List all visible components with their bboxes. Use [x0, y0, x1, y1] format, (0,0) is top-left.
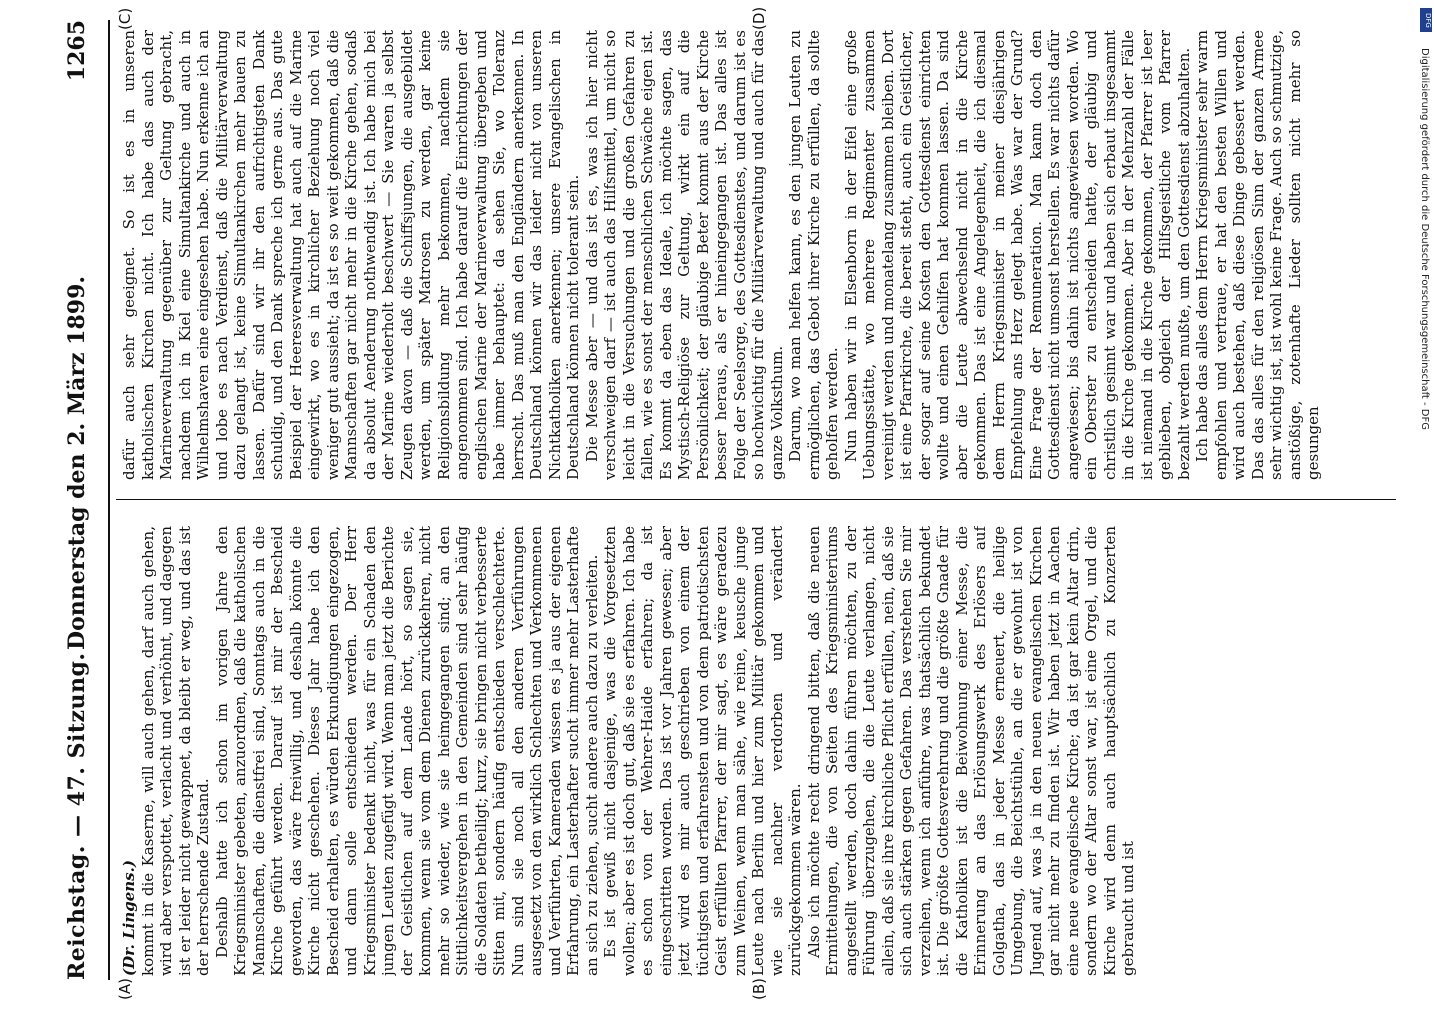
- header-date: Donnerstag den 2. März 1899.: [64, 275, 90, 650]
- paragraph: Es ist gewiß nicht dasjenige, was die Vorgesetzten wollen; aber es ist doch gut, daß sie es erfahren. Ich habe es schon von der Wehrer-Haide erfahren; da ist eingeschritten worden. Das ist vor Jahren gewesen; aber jetzt wird es mir auch geschrieben von einem der tüchtigsten und erfahrensten und von dem patriotischsten Geist erfüllten Pfarrer, der mir sagt, es wäre geradezu zum Weinen, wenn man sähe, wie reine, keusche junge Leute nach Berlin und hier zum Militär gekommen und wie sie nachher verdorben und verändert zurückgekommen wären.: [601, 526, 804, 976]
- column-divider: [116, 499, 1396, 500]
- marker-c: (C): [116, 7, 134, 30]
- header-rule: [108, 20, 110, 980]
- marker-d: (D): [750, 6, 768, 30]
- digitization-credit: Digitalisierung gefördert durch die Deutsche Forschungsgemeinschaft - DFG: [1419, 48, 1430, 431]
- left-column: [120, 526, 1385, 976]
- paragraph: kommt in die Kaserne, will auch gehen, darf auch gehen, wird aber verspottet, verlacht und verhöhnt, und dagegen ist er leider nicht gewappnet, da bleibt er weg, und das ist der herrschende Zustand.: [138, 526, 212, 976]
- dfg-logo: DFG: [1420, 8, 1432, 32]
- side-credit: [1418, 8, 1432, 998]
- paragraph: Darum, wo man helfen kann, es den jungen Leuten zu ermöglichen, das Gebot ihrer Kirche zu erfüllen, da sollte geholfen werden.: [786, 30, 841, 480]
- right-column: [120, 30, 1385, 480]
- paragraph: Nun haben wir in Elsenborn in der Eifel eine große Uebungsstätte, wo mehrere Regimenter zusammen vereinigt werden und monatelang zusammen bleiben. Dort ist eine Pfarrkirche, die bereit steht, auch ein Geistlicher, der sogar auf seine Kosten den Gottesdienst einrichten wollte und einen Gehilfen hat kommen lassen. Da sind aber die Leute abwechselnd nicht in die Kirche gekommen. Das ist eine Angelegenheit, die ich diesmal dem Herrn Kriegsminister in meiner diesjährigen Empfehlung ans Herz gelegt habe. Was war der Grund? Eine Frage der Remuneration. Man kann doch den Gottesdienst nicht umsonst herstellen. Es war nichts dafür angewiesen; bis dahin ist nichts angewiesen worden. Wo ein Oberster zu entscheiden hatte, der gläubig und christlich gesinnt war und haben sich erbaut insgesammt in die Kirche gekommen. Aber in der Mehrzahl der Fälle ist niemand in die Kirche gekommen, der Pfarrer ist leer geblieben, obgleich der Hilfsgeistliche vom Pfarrer bezahlt werden mußte, um den Gottesdienst abzuhalten.: [841, 30, 1193, 480]
- marker-b: (B): [750, 978, 768, 1000]
- paragraph: Ich habe das alles dem Herrn Kriegsminister sehr warm empfohlen und vertraue, er hat den besten Willen und wird auch bestehen, daß diese Dinge gebessert werden. Das das alles für den religiösen Sinn der ganzen Armee sehr wichtig ist, ist wohl keine Frage. Auch so schmutzige, anstößige, zotenhafte Lieder sollten nicht mehr so gesungen: [1193, 30, 1322, 480]
- marker-a: (A): [116, 978, 134, 1000]
- page-number: 1265: [64, 20, 90, 82]
- paragraph: dafür auch sehr geeignet. So ist es in unseren katholischen Kirchen nicht. Ich habe das auch der Marineverwaltung gegenüber zur Geltung gebracht, nachdem ich in Kiel eine Simultankirche und auch in Wilhelmshaven eine eingesehen habe. Nun erkenne ich an und lobe es nach Verdienst, daß die Militärverwaltung dazu gelangt ist, keine Simultankirchen mehr bauen zu lassen. Dafür sind wir ihr den aufrichtigsten Dank schuldig, und den Dank spreche ich gerne aus. Das gute Beispiel der Heeresverwaltung hat auch auf die Marine eingewirkt, wo es in kirchlicher Beziehung noch viel weniger gut aussieht; da ist es so weit gekommen, daß die Mannschaften gar nicht mehr in die Kirche gehen, sodaß da absolut Aenderung nothwendig ist. Ich habe mich bei der Marine wiederholt beschwert — Sie waren ja selbst Zeugen davon — daß die Schiffsjungen, die ausgebildet werden, um später Matrosen zu werden, gar keine Religionsbildung mehr bekommen, nachdem sie angenommen sind. Ich habe darauf die Einrichtungen der englischen Marine der Marineverwaltung übergeben und habe immer behauptet: da sehen Sie, wo Toleranz herrscht. Das muß man den Engländern anerkennen. In Deutschland können wir das leider nicht von unseren Nichtkatholiken anerkennen; unsere Evangelischen in Deutschland können nicht tolerant sein.: [120, 30, 582, 480]
- paragraph: Die Messe aber — und das ist es, was ich hier nicht verschweigen darf — ist auch das Hilfsmittel, um nicht so leicht in die Versuchungen und die großen Gefahren zu fallen, wie es sonst der menschlichen Schwäche eigen ist. Es kommt da eben das Ideale, ich möchte sagen, das Mystisch-Religiöse zur Geltung, wirkt ein auf die Persönlichkeit; der gläubige Beter kommt aus der Kirche besser heraus, als er hineingegangen ist. Das alles ist Folge der Seelsorge, des Gottesdienstes, und darum ist es so hochwichtig für die Militärverwaltung und auch für das ganze Volksthum.: [582, 30, 786, 480]
- paragraph: Also ich möchte recht dringend bitten, daß die neuen Ermittelungen, die von Seiten des Kriegsministeriums angestellt werden, doch dahin führen möchten, zu der Führung überzugehen, die die Leute verlangen, nicht allein, daß sie ihre kirchliche Pflicht erfüllen, nein, daß sie sich auch stärken gegen Gefahren. Das verstehen Sie mir verzeihen, wenn ich anführe, was thatsächlich bekundet ist. Die größte Gottesverehrung und die größte Gnade für die Katholiken ist die Beiwohnung einer Messe, die Erinnerung an das Erlösungswerk des Erlösers auf Golgatha, das in jeder Messe erneuert, die heilige Umgebung, die Beichtstühle, an die er gewohnt ist von Jugend auf, was ja in den neuen evangelischen Kirchen gar nicht mehr zu finden ist. Wir haben jetzt in Aachen eine neue evangelische Kirche; da ist gar kein Altar drin, sondern wo der Altar sonst war, ist eine Orgel, und die Kirche wird denn auch hauptsächlich zu Konzerten gebraucht und ist: [804, 526, 1137, 976]
- paragraph: Deshalb hatte ich schon im vorigen Jahre den Kriegsminister gebeten, anzuordnen, daß die katholischen Mannschaften, die dienstfrei sind, Sonntags auch in die Kirche geführt werden. Darauf ist mir der Bescheid geworden, das wäre freiwillig, und deshalb könnte die Kirche nicht geschehen. Dieses Jahr habe ich den Bescheid erhalten, es würden Erkundigungen eingezogen, und dann solle entschieden werden. Der Herr Kriegsminister bedenkt nicht, was für ein Schaden den jungen Leuten zugefügt wird. Wenn man jetzt die Berichte der Geistlichen auf dem Lande hört, so sagen sie, kommen, wenn sie vom dem Dienen zurückkehren, nicht mehr so wieder, wie sie heimgegangen sind; an den Sittlichkeitsvergehen in den Gemeinden sind sehr häufig die Soldaten betheiligt; kurz, sie bringen nicht verbesserte Sitten mit, sondern häufig entschieden verschlechterte. Nun sind sie noch all den anderen Verführungen ausgesetzt von den wirklich Schlechten und Verkommenen und Verführten, Kameraden wissen es ja aus der eigenen Erfahrung, ein Lasterhafter sucht immer mehr Lasterhafte an sich zu ziehen, sucht andere auch dazu zu verleiten.: [212, 526, 601, 976]
- rotated-newspaper-page: [50, 0, 1410, 1000]
- speaker-label: (Dr. Lingens.): [120, 860, 138, 976]
- page-header: [50, 20, 106, 980]
- header-title: Reichstag. — 47. Sitzung.: [64, 652, 90, 980]
